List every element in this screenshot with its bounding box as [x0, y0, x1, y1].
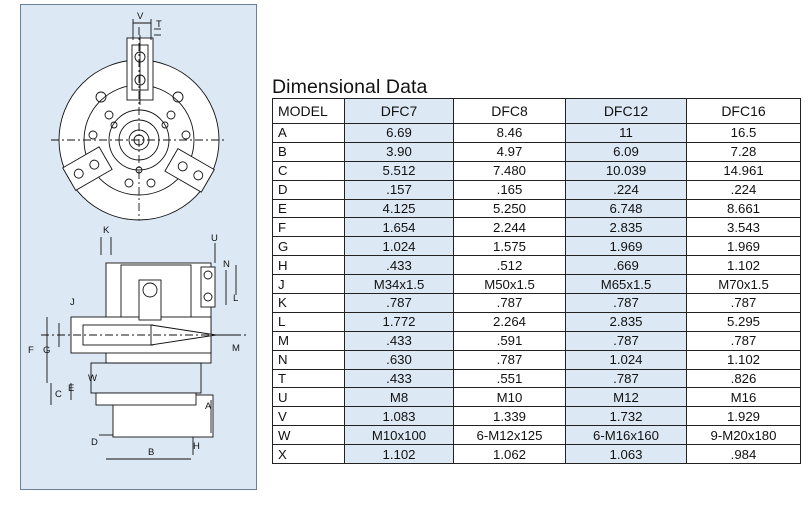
table-cell: .787 [566, 294, 687, 313]
row-key: B [273, 142, 345, 161]
label-b: B [148, 447, 155, 458]
row-key: G [273, 237, 345, 256]
table-cell: 1.062 [454, 445, 566, 464]
label-j: J [70, 297, 75, 308]
table-cell: 1.969 [566, 237, 687, 256]
label-t: T [156, 19, 162, 30]
table-cell: 16.5 [687, 124, 801, 143]
row-key: T [273, 369, 345, 388]
table-cell: .512 [454, 256, 566, 275]
table-cell: 11 [566, 124, 687, 143]
row-key: F [273, 218, 345, 237]
label-a: A [205, 401, 212, 412]
table-cell: 1.339 [454, 407, 566, 426]
table-cell: 1.575 [454, 237, 566, 256]
table-cell: M10 [454, 388, 566, 407]
row-key: W [273, 426, 345, 445]
table-cell: 2.264 [454, 312, 566, 331]
table-cell: 1.024 [566, 350, 687, 369]
row-key: H [273, 256, 345, 275]
table-row [273, 312, 801, 331]
table-cell: 6-M16x160 [566, 426, 687, 445]
label-d: D [91, 437, 98, 448]
row-key: E [273, 199, 345, 218]
table-cell: M12 [566, 388, 687, 407]
table-cell: .826 [687, 369, 801, 388]
table-cell: 14.961 [687, 161, 801, 180]
table-row [273, 256, 801, 275]
row-key: A [273, 124, 345, 143]
table-cell: .551 [454, 369, 566, 388]
table-cell: 1.772 [345, 312, 454, 331]
table-cell: .787 [345, 294, 454, 313]
dimension-table [272, 98, 801, 464]
table-cell: M34x1.5 [345, 275, 454, 294]
table-cell: .165 [454, 180, 566, 199]
table-cell: 1.024 [345, 237, 454, 256]
table-cell: M16 [687, 388, 801, 407]
table-cell: 5.512 [345, 161, 454, 180]
table-cell: .591 [454, 331, 566, 350]
table-row [273, 445, 801, 464]
table-cell: .787 [566, 369, 687, 388]
label-c: C [55, 389, 62, 400]
row-key: N [273, 350, 345, 369]
table-cell: 9-M20x180 [687, 426, 801, 445]
row-key: X [273, 445, 345, 464]
page-title: Dimensional Data [272, 76, 428, 98]
row-key: C [273, 161, 345, 180]
table-header-row [273, 99, 801, 124]
table-cell: M10x100 [345, 426, 454, 445]
table-cell: 5.295 [687, 312, 801, 331]
table-cell: .224 [687, 180, 801, 199]
header-dfc8: DFC8 [454, 99, 566, 124]
table-row [273, 142, 801, 161]
row-key: J [273, 275, 345, 294]
table-cell: 2.835 [566, 218, 687, 237]
header-dfc12: DFC12 [566, 99, 687, 124]
header-dfc16: DFC16 [687, 99, 801, 124]
table-cell: 6.748 [566, 199, 687, 218]
row-key: M [273, 331, 345, 350]
table-cell: 3.90 [345, 142, 454, 161]
table-cell: 5.250 [454, 199, 566, 218]
table-cell: .630 [345, 350, 454, 369]
row-key: U [273, 388, 345, 407]
table-cell: .787 [454, 350, 566, 369]
table-cell: .787 [454, 294, 566, 313]
table-row [273, 350, 801, 369]
table-cell: 4.97 [454, 142, 566, 161]
table-row [273, 426, 801, 445]
row-key: K [273, 294, 345, 313]
label-k: K [103, 225, 110, 236]
table-row [273, 407, 801, 426]
table-cell: .433 [345, 369, 454, 388]
table-cell: 1.083 [345, 407, 454, 426]
table-row [273, 369, 801, 388]
table-cell: 1.102 [687, 350, 801, 369]
table-row [273, 218, 801, 237]
label-g: G [43, 345, 51, 356]
label-m: M [232, 343, 240, 354]
table-cell: 6.09 [566, 142, 687, 161]
table-cell: .669 [566, 256, 687, 275]
table-cell: .787 [687, 294, 801, 313]
table-cell: M65x1.5 [566, 275, 687, 294]
table-row [273, 199, 801, 218]
table-row [273, 237, 801, 256]
table-row [273, 124, 801, 143]
table-cell: .787 [566, 331, 687, 350]
header-model: MODEL [273, 99, 345, 124]
table-cell: 2.244 [454, 218, 566, 237]
table-cell: .157 [345, 180, 454, 199]
table-cell: 7.28 [687, 142, 801, 161]
table-cell: 6-M12x125 [454, 426, 566, 445]
table-cell: 1.969 [687, 237, 801, 256]
table-body [273, 124, 801, 464]
table-cell: 1.102 [687, 256, 801, 275]
table-cell: .787 [687, 331, 801, 350]
table-row [273, 388, 801, 407]
label-e: E [68, 383, 75, 394]
table-cell: .984 [687, 445, 801, 464]
label-n: N [223, 259, 230, 270]
header-dfc7: DFC7 [345, 99, 454, 124]
table-cell: 1.732 [566, 407, 687, 426]
table-cell: M8 [345, 388, 454, 407]
table-cell: 6.69 [345, 124, 454, 143]
label-l: L [233, 293, 239, 304]
label-v: V [137, 11, 144, 22]
table-row [273, 294, 801, 313]
table-cell: 1.654 [345, 218, 454, 237]
table-cell: 1.102 [345, 445, 454, 464]
table-cell: .433 [345, 331, 454, 350]
table-cell: 7.480 [454, 161, 566, 180]
table-cell: 10.039 [566, 161, 687, 180]
row-key: D [273, 180, 345, 199]
table-cell: .433 [345, 256, 454, 275]
table-cell: .224 [566, 180, 687, 199]
row-key: V [273, 407, 345, 426]
table-row [273, 180, 801, 199]
table-cell: M70x1.5 [687, 275, 801, 294]
table-row [273, 275, 801, 294]
table-row [273, 331, 801, 350]
table-cell: 3.543 [687, 218, 801, 237]
label-w: W [88, 373, 97, 384]
table-cell: 8.661 [687, 199, 801, 218]
table-row [273, 161, 801, 180]
technical-drawing-panel [20, 4, 257, 490]
label-u: U [211, 233, 218, 244]
row-key: L [273, 312, 345, 331]
table-cell: 1.063 [566, 445, 687, 464]
label-f: F [28, 345, 34, 356]
table-cell: 8.46 [454, 124, 566, 143]
table-cell: 4.125 [345, 199, 454, 218]
table-cell: M50x1.5 [454, 275, 566, 294]
chuck-drawing [21, 5, 258, 491]
label-h: H [193, 441, 200, 452]
table-cell: 1.929 [687, 407, 801, 426]
table-cell: 2.835 [566, 312, 687, 331]
